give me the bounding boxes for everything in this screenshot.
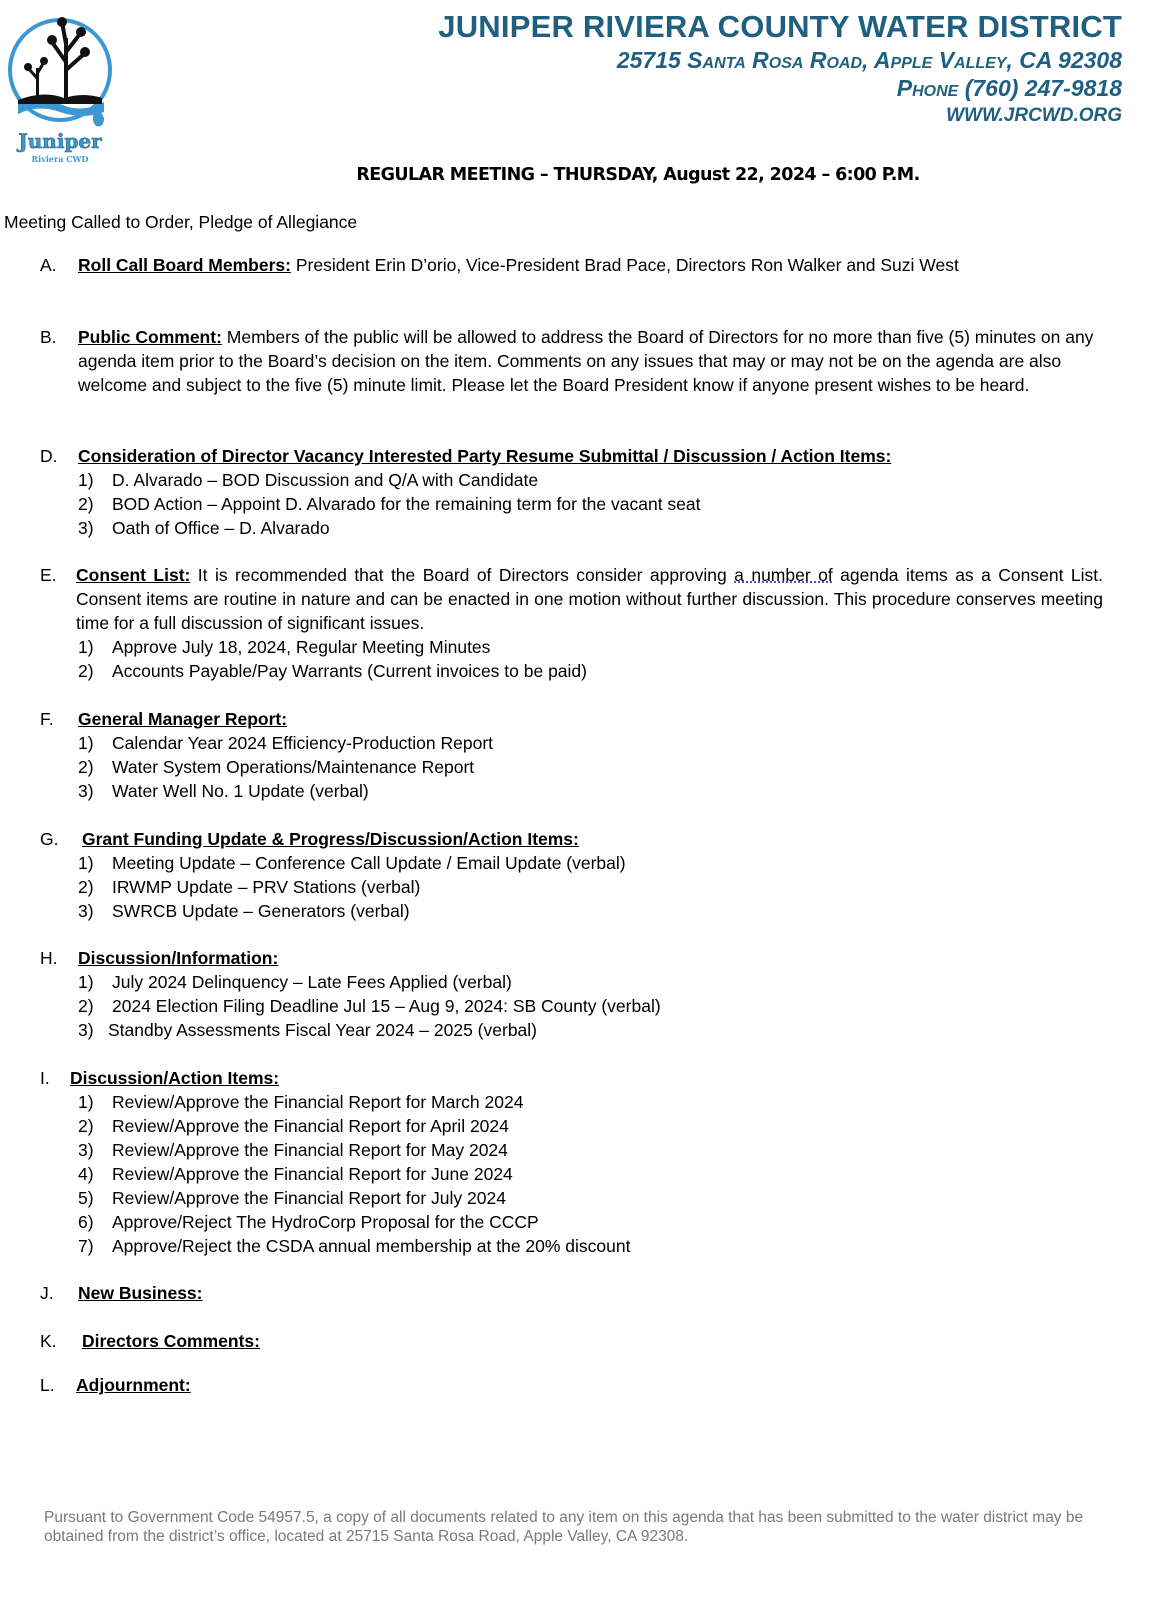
section-heading: Discussion/Information: (78, 948, 279, 968)
list-item: 3) Review/Approve the Financial Report for May 2024 (78, 1140, 508, 1160)
section-letter: B. (40, 327, 57, 347)
list-item: 3) SWRCB Update – Generators (verbal) (78, 901, 410, 921)
section-items (78, 970, 1118, 1042)
joshua-tree-logo-icon (4, 12, 116, 162)
section-letter: J. (40, 1283, 54, 1303)
svg-text:Riviera CWD: Riviera CWD (31, 154, 89, 162)
section-letter: L. (40, 1375, 55, 1395)
section-heading: Adjournment: (76, 1375, 191, 1395)
letterhead (438, 8, 1122, 130)
section-heading: New Business: (78, 1283, 203, 1303)
list-item: 3) Standby Assessments Fiscal Year 2024 – 2025 (verbal) (78, 1020, 537, 1040)
list-item: 1) July 2024 Delinquency – Late Fees Applied (verbal) (78, 972, 512, 992)
section-letter: I. (40, 1068, 50, 1088)
section-heading: Consent List: (76, 565, 191, 585)
section-text: Members of the public will be allowed to address the Board of Directors for no more than five (5) minutes on any agenda item prior to the Board’s decision on the item. Comments on any issues that may or may not be on the agenda are also welcome and subject to the five (5) minute limit. Please let the Board President know if anyone present wishes to be heard. (78, 327, 1094, 395)
section-heading: Grant Funding Update & Progress/Discussion/Action Items: (82, 829, 579, 849)
list-item: 3) Oath of Office – D. Alvarado (78, 518, 330, 538)
section-items (78, 851, 1118, 923)
section-heading: General Manager Report: (78, 709, 288, 729)
section-items (78, 635, 1103, 683)
org-name: JUNIPER RIVIERA COUNTY WATER DISTRICT (438, 9, 1122, 44)
list-item: 5) Review/Approve the Financial Report for July 2024 (78, 1188, 506, 1208)
list-item: 1) D. Alvarado – BOD Discussion and Q/A with Candidate (78, 470, 539, 490)
section-heading: Public Comment: (78, 327, 222, 347)
org-address: 25715 Santa Rosa Road, Apple Valley, CA 92308 (616, 47, 1122, 73)
section-letter: D. (40, 446, 58, 466)
list-item: 1) Calendar Year 2024 Efficiency-Production Report (78, 733, 494, 753)
list-item: 4) Review/Approve the Financial Report for June 2024 (78, 1164, 513, 1184)
section-letter: G. (40, 829, 59, 849)
section-heading: Directors Comments: (82, 1331, 260, 1351)
list-item: 2) BOD Action – Appoint D. Alvarado for the remaining term for the vacant seat (78, 494, 701, 514)
section-heading: Roll Call Board Members: (78, 255, 291, 275)
list-item: 6) Approve/Reject The HydroCorp Proposal for the CCCP (78, 1212, 539, 1232)
footer-disclaimer: Pursuant to Government Code 54957.5, a copy of all documents related to any item on this agenda that has been submitted to the water district may be obtained from the district’s office, located at 25715 Santa Rosa Road, Apple Valley, CA 92308. (44, 1509, 1084, 1545)
list-item: 1) Meeting Update – Conference Call Update / Email Update (verbal) (78, 853, 626, 873)
org-website[interactable]: WWW.JRCWD.ORG (946, 105, 1122, 126)
call-to-order: Meeting Called to Order, Pledge of Allegiance (4, 212, 358, 232)
section-items (78, 731, 1118, 803)
section-letter: E. (40, 565, 57, 585)
grammar-marked-text[interactable]: a number of (734, 565, 833, 585)
section-heading: Discussion/Action Items: (70, 1068, 280, 1088)
section-heading: Consideration of Director Vacancy Interested Party Resume Submittal / Discussion / Action Items: (78, 446, 892, 466)
section-letter: A. (40, 255, 57, 275)
list-item: 7) Approve/Reject the CSDA annual membership at the 20% discount (78, 1236, 631, 1256)
list-item: 3) Water Well No. 1 Update (verbal) (78, 781, 369, 801)
list-item: 2) Accounts Payable/Pay Warrants (Current invoices to be paid) (78, 661, 587, 681)
district-logo (4, 12, 116, 162)
section-text: President Erin D’orio, Vice-President Brad Pace, Directors Ron Walker and Suzi West (290, 255, 959, 275)
meeting-title: REGULAR MEETING – THURSDAY, August 22, 2024 – 6:00 P.M. (356, 165, 920, 185)
section-items (78, 468, 1118, 540)
section-text: Consent List: It is recommended that the Board of Directors consider approving a number of agenda items as a Consent List. Consent items are routine in nature and can be enacted in one motion without further discussion. This procedure conserves meeting time for a full discussion of significant issues. (76, 565, 1103, 633)
svg-text:Juniper: Juniper (18, 129, 102, 153)
list-item: 2) IRWMP Update – PRV Stations (verbal) (78, 877, 421, 897)
section-letter: K. (40, 1331, 57, 1351)
list-item: 2) 2024 Election Filing Deadline Jul 15 – Aug 9, 2024: SB County (verbal) (78, 996, 661, 1016)
section-letter: F. (40, 709, 54, 729)
org-phone: Phone (760) 247-9818 (896, 75, 1122, 101)
list-item: 2) Water System Operations/Maintenance Report (78, 757, 475, 777)
list-item: 2) Review/Approve the Financial Report for April 2024 (78, 1116, 509, 1136)
section-items (78, 1090, 1110, 1258)
list-item: 1) Review/Approve the Financial Report for March 2024 (78, 1092, 524, 1112)
list-item: 1) Approve July 18, 2024, Regular Meeting Minutes (78, 637, 491, 657)
section-letter: H. (40, 948, 58, 968)
